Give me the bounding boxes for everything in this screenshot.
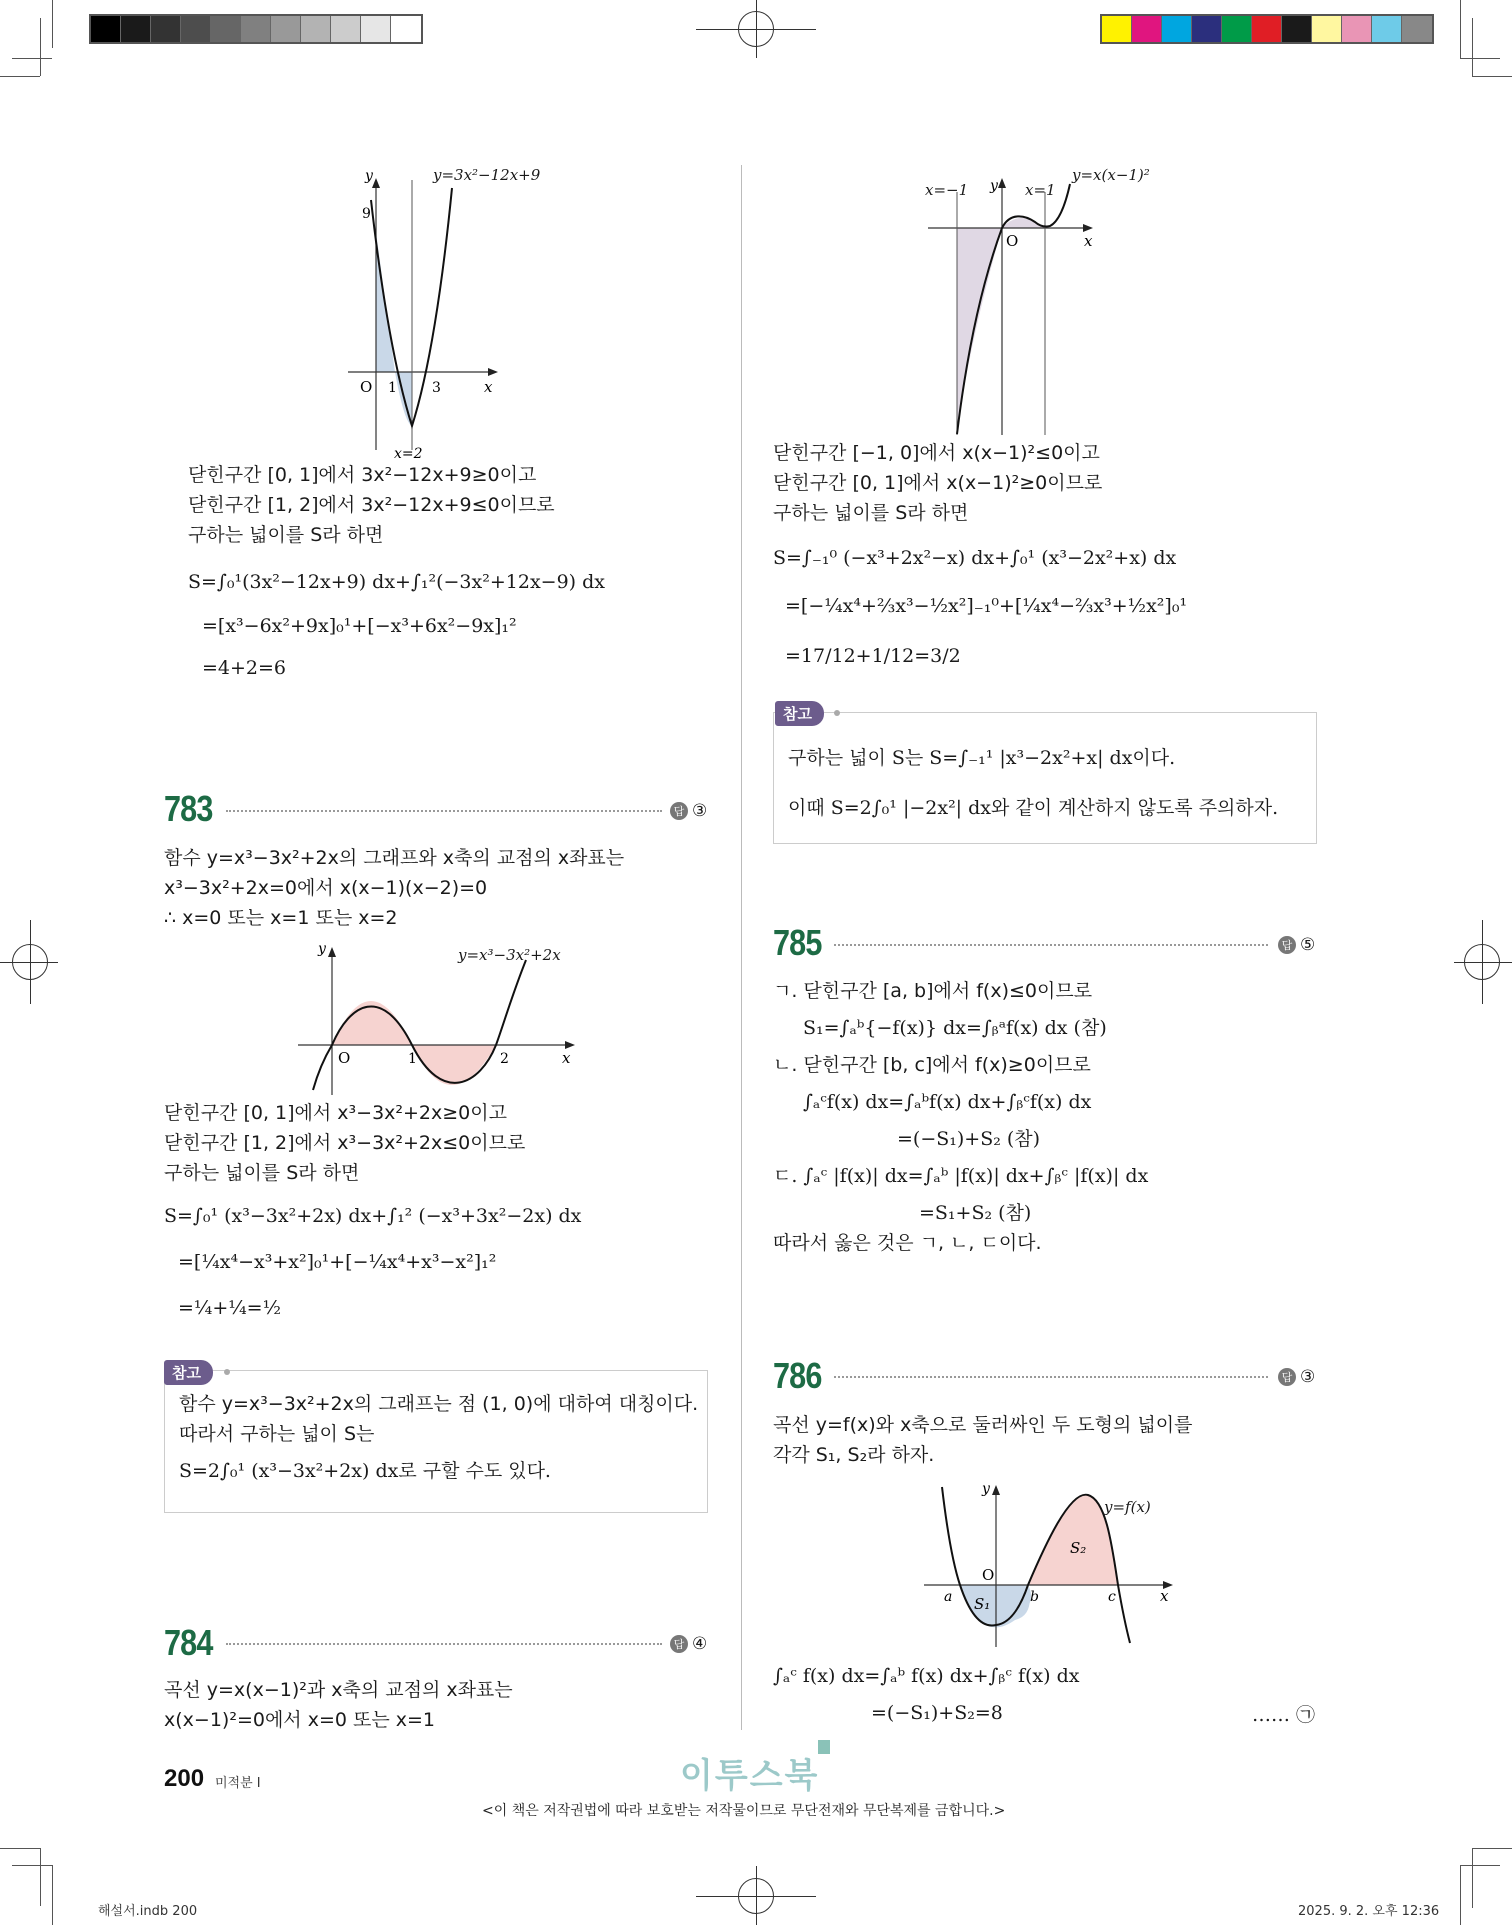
x-tick-1: 1 <box>408 1051 417 1067</box>
color-swatch <box>121 16 151 42</box>
crop-mark <box>40 18 41 76</box>
color-swatch <box>1402 16 1432 42</box>
crop-mark <box>1460 1865 1500 1866</box>
copyright-notice: <이 책은 저작권법에 따라 보호받는 저작물이므로 무단전재와 무단복제를 금합니다.> <box>482 1803 1006 1819</box>
x-tick-2: 2 <box>500 1051 509 1067</box>
color-swatch <box>1192 16 1222 42</box>
left-vline-label: x=−1 <box>925 181 969 199</box>
color-swatch <box>1102 16 1132 42</box>
origin-label: O <box>982 1566 995 1584</box>
answer-badge-icon: 답 <box>1278 936 1296 954</box>
page-number: 200 <box>164 1765 205 1792</box>
x-tick-3: 3 <box>432 380 441 396</box>
crop-mark <box>1472 1848 1512 1849</box>
color-swatch <box>331 16 361 42</box>
answer-badge-icon: 답 <box>670 802 688 820</box>
crop-mark <box>12 58 52 59</box>
grayscale-color-bar <box>89 14 423 44</box>
solution-783-text: 닫힌구간 [0, 1]에서 x³−3x²+2x≥0이고 닫힌구간 [1, 2]에서 x³−3x²+2x≤0이므로 구하는 넓이를 S라 하면 <box>164 1102 526 1184</box>
color-swatch <box>151 16 181 42</box>
crop-mark <box>0 1848 40 1849</box>
answer-badge-icon: 답 <box>670 1635 688 1653</box>
crop-mark <box>52 1865 53 1925</box>
y-tick: 9 <box>362 206 371 222</box>
process-color-bar <box>1100 14 1434 44</box>
origin-label: O <box>338 1049 351 1067</box>
color-swatch <box>1222 16 1252 42</box>
problem-number-786: 786 <box>773 1355 822 1396</box>
y-axis-label: y <box>990 178 998 194</box>
color-swatch <box>361 16 391 42</box>
graph-parabola <box>340 160 570 460</box>
graph-equation-label: y=3x²−12x+9 <box>433 166 541 184</box>
publisher-logo: 이투스북 <box>680 1756 820 1796</box>
solution-786-math: ∫ₐᶜ f(x) dx=∫ₐᵇ f(x) dx+∫ᵦᶜ f(x) dx =(−S₁)+S₂=8 <box>773 1665 1080 1724</box>
slug-timestamp: 2025. 9. 2. 오후 12:36 <box>1298 1904 1440 1919</box>
x-tick-a: a <box>944 1589 953 1605</box>
problem-number-784: 784 <box>164 1622 213 1663</box>
answer-785: 답 ⑤ <box>1278 935 1315 955</box>
crop-mark <box>1472 18 1473 76</box>
color-swatch <box>1372 16 1402 42</box>
crop-mark <box>1460 0 1461 58</box>
color-swatch <box>1252 16 1282 42</box>
x-axis-label: x <box>562 1049 571 1067</box>
note-tag: 참고 <box>164 1360 213 1385</box>
dotted-leader <box>834 944 1268 946</box>
y-axis-label: y <box>365 168 373 184</box>
color-swatch <box>1282 16 1312 42</box>
region-s2-label: S₂ <box>1070 1539 1087 1557</box>
equation-marker: …… ㉠ <box>1252 1704 1316 1726</box>
subject-label: 미적분 I <box>215 1776 261 1791</box>
crop-mark <box>1472 1848 1473 1908</box>
solution-783-math: S=∫₀¹ (x³−3x²+2x) dx+∫₁² (−x³+3x²−2x) dx =[¼x⁴−x³+x²]₀¹+[−¼x⁴+x³−x²]₁² =¼+¼=½ <box>164 1205 582 1319</box>
graph-784 <box>920 170 1180 440</box>
right-vline-label: x=1 <box>1025 181 1056 199</box>
y-axis-label: y <box>982 1481 990 1497</box>
note-dot <box>224 1369 230 1375</box>
problem-783-intro: 함수 y=x³−3x²+2x의 그래프와 x축의 교점의 x좌표는 x³−3x²+2x=0에서 x(x−1)(x−2)=0 ∴ x=0 또는 x=1 또는 x=2 <box>164 847 625 929</box>
dotted-leader <box>226 1643 662 1645</box>
y-axis-label: y <box>318 941 326 957</box>
problem-784-intro: 곡선 y=x(x−1)²과 x축의 교점의 x좌표는 x(x−1)²=0에서 x=0 또는 x=1 <box>164 1679 513 1731</box>
color-swatch <box>1342 16 1372 42</box>
graph-equation-label: y=f(x) <box>1104 1498 1151 1516</box>
crop-mark <box>1472 76 1512 77</box>
color-swatch <box>91 16 121 42</box>
graph-equation-label: y=x³−3x²+2x <box>458 946 561 964</box>
problem-number-783: 783 <box>164 788 213 829</box>
problem-number-785: 785 <box>773 922 822 963</box>
column-divider <box>741 165 742 1730</box>
slug-filename: 해설서.indb 200 <box>98 1904 198 1919</box>
x-axis-label: x <box>1160 1587 1169 1605</box>
color-swatch <box>181 16 211 42</box>
crop-mark <box>52 0 53 48</box>
color-swatch <box>211 16 241 42</box>
color-swatch <box>301 16 331 42</box>
origin-label: O <box>1006 232 1019 250</box>
crop-mark <box>0 76 40 77</box>
graph-equation-label: y=x(x−1)² <box>1072 166 1150 184</box>
note-tag: 참고 <box>775 701 824 726</box>
note-box-784: 구하는 넓이 S는 S=∫₋₁¹ |x³−2x²+x| dx이다. 이때 S=2∫₀¹ |−2x²| dx와 같이 계산하지 않도록 주의하자. <box>773 712 1317 844</box>
answer-badge-icon: 답 <box>1278 1368 1296 1386</box>
problem-786-intro: 곡선 y=f(x)와 x축으로 둘러싸인 두 도형의 넓이를 각각 S₁, S₂라 하자. <box>773 1414 1193 1466</box>
region-s1-label: S₁ <box>974 1595 991 1613</box>
x-tick-1: 1 <box>388 380 397 396</box>
color-swatch <box>241 16 271 42</box>
solution-782-text: 닫힌구간 [0, 1]에서 3x²−12x+9≥0이고 닫힌구간 [1, 2]에서 3x²−12x+9≤0이므로 구하는 넓이를 S라 하면 <box>188 464 555 546</box>
dotted-leader <box>226 810 662 812</box>
origin-label: O <box>360 378 373 396</box>
dotted-leader <box>834 1376 1268 1378</box>
answer-784: 답 ④ <box>670 1634 707 1654</box>
vline-label: x=2 <box>394 446 423 460</box>
logo-book-icon <box>818 1740 830 1754</box>
color-swatch <box>271 16 301 42</box>
answer-786: 답 ③ <box>1278 1367 1315 1387</box>
x-axis-label: x <box>1084 232 1093 250</box>
solution-784-text: 닫힌구간 [−1, 0]에서 x(x−1)²≤0이고 닫힌구간 [0, 1]에서 x(x−1)²≥0이므로 구하는 넓이를 S라 하면 <box>773 442 1103 524</box>
crop-mark <box>40 1848 41 1906</box>
color-swatch <box>1132 16 1162 42</box>
x-tick-c: c <box>1108 1589 1116 1605</box>
color-swatch <box>1162 16 1192 42</box>
note-box-783: 함수 y=x³−3x²+2x의 그래프는 점 (1, 0)에 대하여 대칭이다. 따라서 구하는 넓이 S는 S=2∫₀¹ (x³−3x²+2x) dx로 구할 수도 있다. <box>164 1370 708 1513</box>
color-swatch <box>1312 16 1342 42</box>
answer-783: 답 ③ <box>670 801 707 821</box>
x-axis-label: x <box>484 378 493 396</box>
solution-785: ㄱ. 닫힌구간 [a, b]에서 f(x)≤0이므로 S₁=∫ₐᵇ{−f(x)} dx=∫ᵦᵃf(x) dx (참) ㄴ. 닫힌구간 [b, c]에서 f(x)≥0이므로 ∫ₐᶜf(x) dx=∫ₐᵇf(x) dx+∫ᵦᶜf(x) dx =(−S₁)+S₂ (참) ㄷ. ∫ₐᶜ |f(x)| dx=∫ₐᵇ |f(x)| dx+∫ᵦᶜ |f(x)| dx =S₁+S₂ (참) 따라서 옳은 것은 ㄱ, ㄴ, ㄷ이다. <box>773 980 1149 1254</box>
crop-mark <box>1460 58 1500 59</box>
crop-mark <box>12 1865 52 1866</box>
crop-mark <box>1460 1865 1461 1925</box>
solution-784-math: S=∫₋₁⁰ (−x³+2x²−x) dx+∫₀¹ (x³−2x²+x) dx =[−¼x⁴+⅔x³−½x²]₋₁⁰+[¼x⁴−⅔x³+½x²]₀¹ =17/12+1/12=3/2 <box>773 547 1188 667</box>
color-swatch <box>391 16 421 42</box>
note-dot <box>834 710 840 716</box>
x-tick-b: b <box>1030 1589 1039 1605</box>
solution-782-math: S=∫₀¹(3x²−12x+9) dx+∫₁²(−3x²+12x−9) dx =[x³−6x²+9x]₀¹+[−x³+6x²−9x]₁² =4+2=6 <box>188 571 606 679</box>
